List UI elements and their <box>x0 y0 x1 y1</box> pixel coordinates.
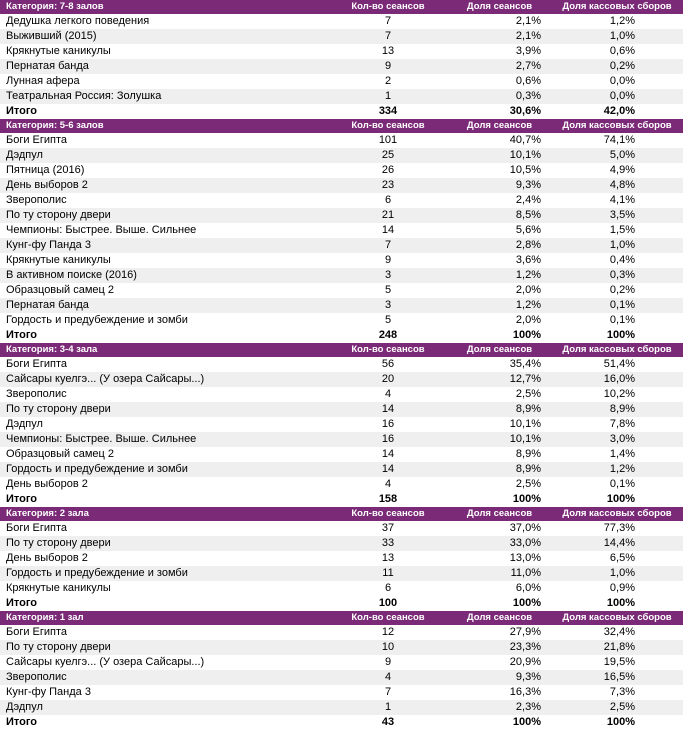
category-header <box>0 611 683 625</box>
sessions-count: 16 <box>381 418 395 430</box>
table-row <box>0 133 683 148</box>
boxoffice-share: 19,5% <box>603 656 635 668</box>
movie-title: День выборов 2 <box>6 478 88 490</box>
boxoffice-share: 0,2% <box>609 284 635 296</box>
sessions-share: 6,0% <box>515 582 541 594</box>
sessions-count: 101 <box>378 134 398 146</box>
sessions-share: 2,4% <box>515 194 541 206</box>
sessions-share: 2,7% <box>515 60 541 72</box>
column-header-sessions: Кол-во сеансов <box>351 344 425 355</box>
table-row <box>0 59 683 74</box>
sessions-share: 8,9% <box>515 448 541 460</box>
table-row <box>0 566 683 581</box>
boxoffice-share: 3,0% <box>609 433 635 445</box>
movie-title: Пятница (2016) <box>6 164 85 176</box>
table-row <box>0 238 683 253</box>
boxoffice-share: 1,0% <box>609 239 635 251</box>
column-header-sessions: Кол-во сеансов <box>351 120 425 131</box>
column-header-sessions: Кол-во сеансов <box>351 1 425 12</box>
sessions-count: 7 <box>384 239 392 251</box>
boxoffice-share: 0,6% <box>609 45 635 57</box>
total-label: Итого <box>6 105 38 117</box>
boxoffice-share: 7,3% <box>609 686 635 698</box>
total-sessions: 43 <box>381 716 395 728</box>
sessions-count: 11 <box>382 567 394 579</box>
sessions-share: 8,9% <box>515 403 541 415</box>
sessions-count: 9 <box>384 254 392 266</box>
movie-title: Образцовый самец 2 <box>6 284 115 296</box>
category-title: Категория: 2 зала <box>6 508 89 519</box>
sessions-share: 0,3% <box>515 90 541 102</box>
boxoffice-share: 16,0% <box>603 373 635 385</box>
category-header <box>0 119 683 133</box>
table-row <box>0 581 683 596</box>
movie-title: Зверополис <box>6 194 67 206</box>
boxoffice-share: 51,4% <box>603 358 635 370</box>
sessions-share: 27,9% <box>509 626 541 638</box>
table-row <box>0 521 683 536</box>
sessions-count: 2 <box>384 75 392 87</box>
movie-title: Лунная афера <box>6 75 80 87</box>
column-header-share-sessions: Доля сеансов <box>466 1 533 12</box>
sessions-share: 16,3% <box>509 686 541 698</box>
total-boxoffice-share: 100% <box>606 597 635 609</box>
sessions-count: 4 <box>384 388 392 400</box>
sessions-count: 4 <box>384 478 392 490</box>
movie-title: Сайсары куелгэ... (У озера Сайсары...) <box>6 656 205 668</box>
boxoffice-share: 0,1% <box>609 314 635 326</box>
movie-title: Боги Египта <box>6 626 68 638</box>
movie-title: По ту сторону двери <box>6 403 111 415</box>
movie-title: Пернатая банда <box>6 60 89 72</box>
table-row <box>0 685 683 700</box>
total-sessions-share: 100% <box>512 597 541 609</box>
movie-title: По ту сторону двери <box>6 209 111 221</box>
table-row <box>0 625 683 640</box>
movie-title: Боги Египта <box>6 134 68 146</box>
sessions-count: 13 <box>381 552 395 564</box>
table-row <box>0 417 683 432</box>
sessions-share: 35,4% <box>509 358 541 370</box>
boxoffice-share: 6,5% <box>609 552 635 564</box>
boxoffice-share: 1,5% <box>609 224 635 236</box>
total-row <box>0 715 683 730</box>
boxoffice-share: 0,1% <box>609 478 635 490</box>
movie-title: Выживший (2015) <box>6 30 97 42</box>
sessions-share: 2,5% <box>515 388 541 400</box>
sessions-count: 4 <box>384 671 392 683</box>
category-title: Категория: 7-8 залов <box>6 1 104 12</box>
category-title: Категория: 1 зал <box>6 612 84 623</box>
boxoffice-share: 8,9% <box>609 403 635 415</box>
table-row <box>0 372 683 387</box>
sessions-share: 3,6% <box>515 254 541 266</box>
movie-title: Чемпионы: Быстрее. Выше. Сильнее <box>6 433 197 445</box>
sessions-share: 10,5% <box>509 164 541 176</box>
category-header <box>0 0 683 14</box>
table-row <box>0 477 683 492</box>
sessions-share: 37,0% <box>509 522 541 534</box>
table-row <box>0 313 683 328</box>
sessions-share: 10,1% <box>509 418 541 430</box>
movie-title: День выборов 2 <box>6 179 88 191</box>
movie-title: По ту сторону двери <box>6 537 111 549</box>
sessions-count: 1 <box>384 701 392 713</box>
sessions-count: 56 <box>381 358 395 370</box>
sessions-count: 14 <box>381 448 395 460</box>
column-header-share-sessions: Доля сеансов <box>466 344 533 355</box>
sessions-share: 2,3% <box>515 701 541 713</box>
sessions-count: 14 <box>381 224 395 236</box>
total-label: Итого <box>6 716 38 728</box>
movie-title: Гордость и предубеждение и зомби <box>6 314 188 326</box>
category-header <box>0 507 683 521</box>
total-boxoffice-share: 100% <box>606 493 635 505</box>
movie-title: Зверополис <box>6 388 67 400</box>
sessions-count: 16 <box>381 433 395 445</box>
sessions-count: 25 <box>381 149 395 161</box>
movie-title: По ту сторону двери <box>6 641 111 653</box>
sessions-count: 21 <box>381 209 395 221</box>
column-header-share-boxoffice: Доля кассовых сборов <box>562 344 672 355</box>
movie-title: Кунг-фу Панда 3 <box>6 239 91 251</box>
sessions-share: 1,2% <box>515 299 541 311</box>
sessions-count: 10 <box>381 641 395 653</box>
sessions-count: 9 <box>384 656 392 668</box>
total-row <box>0 596 683 611</box>
sessions-count: 7 <box>384 30 392 42</box>
boxoffice-share: 74,1% <box>603 134 635 146</box>
table-row <box>0 298 683 313</box>
sessions-count: 14 <box>381 403 395 415</box>
movie-title: Гордость и предубеждение и зомби <box>6 567 188 579</box>
table-row <box>0 178 683 193</box>
sessions-count: 9 <box>384 60 392 72</box>
table-row <box>0 432 683 447</box>
table-row <box>0 387 683 402</box>
total-sessions: 158 <box>378 493 398 505</box>
boxoffice-share: 3,5% <box>609 209 635 221</box>
table-row <box>0 283 683 298</box>
total-sessions: 100 <box>378 597 398 609</box>
boxoffice-share: 21,8% <box>603 641 635 653</box>
sessions-share: 9,3% <box>515 671 541 683</box>
total-boxoffice-share: 100% <box>606 716 635 728</box>
movie-title: Дедушка легкого поведения <box>6 15 150 27</box>
movie-title: День выборов 2 <box>6 552 88 564</box>
total-sessions-share: 100% <box>512 493 541 505</box>
sessions-share: 10,1% <box>509 149 541 161</box>
sessions-share: 33,0% <box>509 537 541 549</box>
boxoffice-share: 1,4% <box>609 448 635 460</box>
sessions-count: 3 <box>384 269 392 281</box>
boxoffice-share: 16,5% <box>603 671 635 683</box>
sessions-share: 2,1% <box>515 15 541 27</box>
sessions-share: 0,6% <box>515 75 541 87</box>
sessions-share: 13,0% <box>509 552 541 564</box>
movie-title: Крякнутые каникулы <box>6 45 111 57</box>
movie-title: В активном поиске (2016) <box>6 269 137 281</box>
movie-title: Дэдпул <box>6 149 43 161</box>
column-header-share-sessions: Доля сеансов <box>466 612 533 623</box>
total-sessions-share: 100% <box>512 716 541 728</box>
total-sessions: 248 <box>378 329 398 341</box>
movie-title: Боги Египта <box>6 358 68 370</box>
movie-title: Театральная Россия: Золушка <box>6 90 162 102</box>
sessions-share: 8,9% <box>515 463 541 475</box>
table-row <box>0 268 683 283</box>
movie-title: Кунг-фу Панда 3 <box>6 686 91 698</box>
sessions-share: 2,8% <box>515 239 541 251</box>
sessions-share: 1,2% <box>515 269 541 281</box>
total-label: Итого <box>6 493 38 505</box>
boxoffice-share: 77,3% <box>603 522 635 534</box>
boxoffice-share: 4,8% <box>609 179 635 191</box>
sessions-share: 5,6% <box>515 224 541 236</box>
boxoffice-share: 0,3% <box>609 269 635 281</box>
movie-title: Дэдпул <box>6 701 43 713</box>
sessions-share: 10,1% <box>509 433 541 445</box>
sessions-count: 1 <box>384 90 392 102</box>
sessions-share: 23,3% <box>509 641 541 653</box>
sessions-share: 11,0% <box>510 567 541 579</box>
table-row <box>0 357 683 372</box>
table-row <box>0 44 683 59</box>
movie-title: Пернатая банда <box>6 299 89 311</box>
table-row <box>0 29 683 44</box>
column-header-share-boxoffice: Доля кассовых сборов <box>562 508 672 519</box>
table-row <box>0 640 683 655</box>
boxoffice-share: 0,1% <box>609 299 635 311</box>
total-boxoffice-share: 42,0% <box>603 105 635 117</box>
table-row <box>0 89 683 104</box>
category-header <box>0 343 683 357</box>
boxoffice-share: 14,4% <box>603 537 635 549</box>
table-row <box>0 655 683 670</box>
movie-title: Крякнутые каникулы <box>6 254 111 266</box>
sessions-share: 20,9% <box>509 656 541 668</box>
table-row <box>0 193 683 208</box>
table-row <box>0 402 683 417</box>
category-table <box>0 507 683 611</box>
table-row <box>0 670 683 685</box>
column-header-share-boxoffice: Доля кассовых сборов <box>562 1 672 12</box>
total-row <box>0 328 683 343</box>
sessions-share: 12,7% <box>509 373 541 385</box>
sessions-count: 37 <box>381 522 395 534</box>
boxoffice-share: 7,8% <box>609 418 635 430</box>
table-row <box>0 536 683 551</box>
boxoffice-share: 10,2% <box>603 388 635 400</box>
boxoffice-share: 1,0% <box>609 567 635 579</box>
column-header-sessions: Кол-во сеансов <box>351 612 425 623</box>
table-row <box>0 551 683 566</box>
sessions-count: 5 <box>384 284 392 296</box>
table-row <box>0 253 683 268</box>
boxoffice-share: 0,2% <box>609 60 635 72</box>
column-header-sessions: Кол-во сеансов <box>351 508 425 519</box>
total-label: Итого <box>6 329 38 341</box>
sessions-count: 3 <box>384 299 392 311</box>
boxoffice-share: 4,9% <box>609 164 635 176</box>
sessions-count: 26 <box>381 164 395 176</box>
boxoffice-share: 32,4% <box>603 626 635 638</box>
boxoffice-share: 0,0% <box>609 75 635 87</box>
sessions-count: 5 <box>384 314 392 326</box>
category-table <box>0 343 683 507</box>
boxoffice-share: 2,5% <box>609 701 635 713</box>
column-header-share-sessions: Доля сеансов <box>466 120 533 131</box>
table-row <box>0 223 683 238</box>
movie-title: Чемпионы: Быстрее. Выше. Сильнее <box>6 224 197 236</box>
sessions-count: 13 <box>381 45 395 57</box>
total-sessions: 334 <box>378 105 398 117</box>
sessions-count: 14 <box>381 463 395 475</box>
total-row <box>0 492 683 507</box>
table-row <box>0 208 683 223</box>
sessions-count: 6 <box>384 194 392 206</box>
sessions-count: 33 <box>381 537 395 549</box>
sessions-share: 2,5% <box>515 478 541 490</box>
sessions-share: 2,0% <box>515 284 541 296</box>
sessions-count: 23 <box>381 179 395 191</box>
category-table <box>0 611 683 730</box>
sessions-share: 40,7% <box>509 134 541 146</box>
total-row <box>0 104 683 119</box>
boxoffice-share: 1,0% <box>609 30 635 42</box>
movie-title: Гордость и предубеждение и зомби <box>6 463 188 475</box>
column-header-share-boxoffice: Доля кассовых сборов <box>562 120 672 131</box>
table-row <box>0 447 683 462</box>
boxoffice-share: 0,9% <box>609 582 635 594</box>
movie-title: Зверополис <box>6 671 67 683</box>
movie-title: Крякнутые каникулы <box>6 582 111 594</box>
sessions-count: 12 <box>381 626 395 638</box>
sessions-share: 2,0% <box>515 314 541 326</box>
boxoffice-share: 1,2% <box>609 463 635 475</box>
sessions-count: 7 <box>384 686 392 698</box>
table-row <box>0 74 683 89</box>
total-label: Итого <box>6 597 38 609</box>
boxoffice-share: 0,0% <box>609 90 635 102</box>
total-sessions-share: 30,6% <box>509 105 541 117</box>
table-row <box>0 700 683 715</box>
category-table <box>0 0 683 119</box>
boxoffice-share: 5,0% <box>609 149 635 161</box>
sessions-share: 8,5% <box>515 209 541 221</box>
movie-title: Сайсары куелгэ... (У озера Сайсары...) <box>6 373 205 385</box>
boxoffice-share: 4,1% <box>609 194 635 206</box>
sessions-share: 2,1% <box>515 30 541 42</box>
sessions-count: 6 <box>384 582 392 594</box>
sessions-share: 9,3% <box>515 179 541 191</box>
category-table <box>0 119 683 343</box>
column-header-share-boxoffice: Доля кассовых сборов <box>562 612 672 623</box>
movie-title: Дэдпул <box>6 418 43 430</box>
table-row <box>0 148 683 163</box>
sessions-count: 7 <box>384 15 392 27</box>
movie-title: Образцовый самец 2 <box>6 448 115 460</box>
table-row <box>0 462 683 477</box>
sessions-count: 20 <box>381 373 395 385</box>
boxoffice-share: 1,2% <box>609 15 635 27</box>
movie-title: Боги Египта <box>6 522 68 534</box>
total-boxoffice-share: 100% <box>606 329 635 341</box>
table-row <box>0 14 683 29</box>
sessions-share: 3,9% <box>515 45 541 57</box>
category-title: Категория: 3-4 зала <box>6 344 98 355</box>
total-sessions-share: 100% <box>512 329 541 341</box>
column-header-share-sessions: Доля сеансов <box>466 508 533 519</box>
boxoffice-share: 0,4% <box>609 254 635 266</box>
table-row <box>0 163 683 178</box>
category-title: Категория: 5-6 залов <box>6 120 104 131</box>
